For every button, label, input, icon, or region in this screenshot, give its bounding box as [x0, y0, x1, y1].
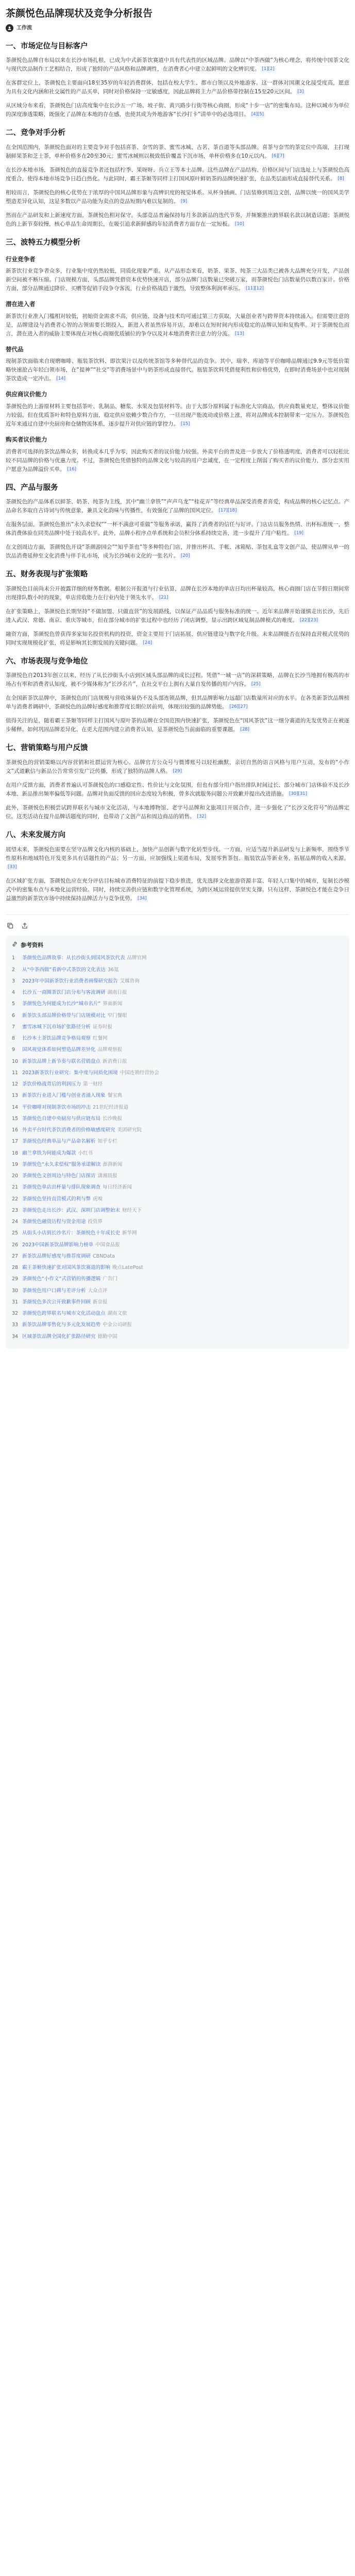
reference-source: 窄门餐眼: [107, 1012, 127, 1019]
reference-number: 14: [12, 1104, 19, 1110]
reference-number: 4: [12, 990, 15, 996]
reference-number: 31: [12, 1299, 19, 1305]
reference-item[interactable]: [12, 976, 343, 987]
reference-link[interactable]: 从街头小店到长沙名片：茶颜悦色十年成长史: [22, 1230, 121, 1236]
reference-source: 证券时报: [93, 1024, 113, 1030]
reference-source: 德勤中国: [97, 1333, 117, 1340]
reference-number: 26: [12, 1242, 19, 1248]
reference-link[interactable]: 茶颜悦色文创周边与特色门店探访: [22, 1173, 96, 1179]
reference-number: 11: [12, 1070, 19, 1076]
body-paragraph: [6, 402, 349, 429]
reference-link[interactable]: 茶颜悦色经典单品与产品命名解析: [22, 1139, 96, 1145]
reference-source: 小红书: [78, 1150, 93, 1156]
reference-source: 界面新闻: [103, 1001, 123, 1007]
paragraph-text: 展望未来，茶颜悦色需要在坚守品牌文化内核的基础上，加快产品创新与数字化转型步伐。一方面，应适当提升新品研发与上新频率，围绕季节性原料和地域特色开发更多具有话题性的产品；另一方面，应加强线上渠道布局，发展零售茶包、瓶装饮品等新业务，拓展品牌的收入来源。: [6, 846, 349, 861]
reference-source: 美团研究院: [117, 1127, 142, 1133]
reference-link[interactable]: 茶颜悦色走出长沙：武汉、深圳门店调整始末: [22, 1207, 121, 1213]
body-paragraph: [6, 585, 349, 602]
reference-item[interactable]: [12, 1182, 343, 1193]
paragraph-text: 然而在产品研发和上新速度方面，茶颜悦色相对保守。头部竞品普遍保持每月多款新品的迭代节奏，并频繁推出跨界联名款以制造话题；茶颜悦色的上新节奏较慢，核心单品生命周期长，在吸引追求新鲜感的年轻消费者方面存在一定短板。: [6, 212, 349, 227]
author-row: [6, 24, 349, 32]
reference-link[interactable]: 2023新茶饮行业研究：集中度与同质化困境: [22, 1070, 118, 1076]
reference-link[interactable]: 长沙五一商圈茶饮门店分布与客流调研: [22, 990, 106, 996]
citation-link[interactable]: [17][18]: [217, 508, 239, 514]
citation-link[interactable]: [30][31]: [288, 791, 309, 797]
section-heading: 八、未来发展方向: [6, 831, 65, 839]
reference-link[interactable]: 2023中国新茶饮品牌影响力榜单: [22, 1242, 94, 1248]
reference-source: 湖南文旅: [107, 1311, 127, 1317]
body-paragraph: [6, 267, 349, 293]
body-paragraph: [6, 804, 349, 821]
citation-link[interactable]: [24]: [142, 640, 154, 646]
body-paragraph: [6, 607, 349, 625]
citation-link[interactable]: [3]: [296, 89, 305, 95]
reference-link[interactable]: 茶颜悦色多次公开致歉事件回顾: [22, 1299, 91, 1305]
reference-link[interactable]: 幽兰拿铁为何能成为爆款: [22, 1150, 76, 1156]
body-paragraph: [6, 189, 349, 206]
paragraph-text: 在全国范围内，茶颜悦色面对的主要竞争对手包括喜茶、奈雪的茶、蜜雪冰城、古茗、茶百道等头部品牌。喜茶与奈雪的茶定位中高端，主打现制鲜果茶和芝士茶，单杯价格多在20至30元；蜜雪冰城则以极致低价覆盖下沉市场，单杯价格多在10元以内。: [6, 144, 349, 159]
paragraph-text: 在全国新茶饮品牌中，茶颜悦色的门店规模与营收体量仍不及头部连锁品牌，但其品牌影响力远超门店数量所对应的水平。在各类新茶饮品牌榜单与消费者调研中，茶颜悦色的品牌好感度和推荐度长期位居前列，体现出较强的品牌势能。: [6, 695, 349, 710]
reference-item[interactable]: [12, 1240, 343, 1251]
reference-number: 22: [12, 1196, 19, 1202]
section-heading: 三、波特五力模型分析: [6, 239, 80, 247]
reference-source: 投资界: [88, 1219, 103, 1225]
body-paragraph: [6, 630, 349, 648]
reference-number: 33: [12, 1322, 19, 1328]
citation-link[interactable]: [11][12]: [244, 286, 265, 292]
section-heading: 六、市场表现与竞争地位: [6, 657, 88, 666]
subsection-heading: 行业竞争者: [6, 255, 36, 263]
body-paragraph: [6, 166, 349, 183]
reference-source: 知乎专栏: [97, 1139, 117, 1145]
reference-item[interactable]: [12, 1194, 343, 1205]
reference-number: 30: [12, 1287, 19, 1294]
citation-link[interactable]: [9]: [179, 199, 189, 205]
reference-item[interactable]: [12, 1125, 343, 1136]
reference-link[interactable]: 平价咖啡对现制茶饮市场的冲击: [22, 1104, 91, 1110]
reference-item[interactable]: [12, 987, 343, 998]
body-paragraph: [6, 520, 349, 538]
citation-link[interactable]: [6][7]: [271, 154, 286, 159]
reference-link[interactable]: 茶颜悦色融资历程与资金用途: [22, 1219, 86, 1225]
reference-number: 27: [12, 1253, 19, 1259]
paragraph-text: 茶颜悦色的产品体系以鲜茶、奶茶、纯茶为主线，其中“幽兰拿铁”“声声乌龙”“桂花弄”等经典单品深受消费者喜爱，构成品牌的核心记忆点。产品命名多取自古诗词与传统意象，兼具文化韵味与传播性，有效强化了品牌的国风定位。: [6, 499, 349, 514]
reference-source: 长沙晚报: [103, 1115, 123, 1122]
reference-number: 25: [12, 1230, 19, 1236]
reference-link[interactable]: 茶颜悦色用户口碑与差评分析: [22, 1287, 86, 1294]
reference-number: 8: [12, 1036, 15, 1042]
references-title: 参考资料: [21, 941, 43, 948]
body-paragraph: [6, 671, 349, 689]
citation-link[interactable]: [10]: [233, 222, 245, 227]
reference-link[interactable]: 长沙本土茶饮品牌竞争格局观察: [22, 1036, 91, 1042]
reference-number: 9: [12, 1047, 15, 1053]
reference-source: 中国连锁经营协会: [120, 1070, 159, 1076]
reference-item[interactable]: [12, 1331, 343, 1343]
body-paragraph: [6, 101, 349, 119]
paragraph-text: 在长沙本地市场，茶颜悦色的直接竞争者还包括柠季、果呀呀、兵立王等本土品牌。这些品牌在产品结构、价格区间与门店选址上与茶颜悦色高度重合，使得本地市场竞争日趋白热化。与此同时，霸王茶姬等同样主打国风原叶鲜奶茶的品牌快速扩张，在品类层面形成直接替代关系。: [6, 167, 349, 182]
paragraph-text: 在客群定位上，茶颜悦色主要面向18至35岁的年轻消费群体，包括在校大学生、都市白领以及外地游客。这一群体对国潮文化接受度高，愿意为具有文化内涵和社交属性的产品买单，同时对价格保持一定敏感度，因此品牌将主力产品价格带控制在15至20元区间。: [6, 80, 349, 95]
reference-item[interactable]: [12, 1262, 343, 1274]
citation-link[interactable]: [21]: [158, 595, 170, 601]
reference-number: 34: [12, 1333, 19, 1340]
reference-link[interactable]: 蜜雪冰城下沉市场扩张路径分析: [22, 1024, 91, 1030]
reference-item[interactable]: [12, 1297, 343, 1308]
citation-link[interactable]: [19]: [293, 531, 305, 536]
reference-link[interactable]: 外卖平台时代茶饮消费者的价格敏感度研究: [22, 1127, 115, 1133]
reference-number: 10: [12, 1058, 19, 1064]
body-paragraph: [6, 79, 349, 96]
subsection-heading: 替代品: [6, 345, 24, 353]
paragraph-text: 融资方面，茶颜悦色曾获得多家知名投资机构的投资，资金主要用于门店拓展、供应链建设与数字化升级。未来品牌能否在保持直营模式优势的同时实现规模化扩张，将是影响其长期发展的关键问题。: [6, 631, 349, 646]
paragraph-text: 在服务层面，茶颜悦色推出“永久求偿权”“一杯不满意可重做”等服务承诺，赢得了消费者的信任与好评。门店店员服务热情、出杯标准统一，整体消费体验在同类品牌中处于较高水平。此外，品牌小程序点单系统和会员积分体系持续完善，进一步提升了用户粘性。: [6, 521, 349, 537]
action-bar: [6, 920, 349, 936]
reference-item[interactable]: [12, 1308, 343, 1319]
paragraph-text: 茶颜悦色品牌自布局以来在长沙市场扎根，已成为中式新茶饮赛道中具有代表性的区域品牌。品牌以“中茶西做”为核心理念，将传统中国茶文化与现代饮品制作工艺相结合，形成了独特的产品风格和品牌调性，在消费者心中建立起鲜明的文化辨识度。: [6, 57, 349, 73]
article-body: [6, 42, 349, 903]
reference-link[interactable]: 茶颜悦色单店出杯量与排队现象调查: [22, 1184, 101, 1191]
reference-link[interactable]: 霸王茶姬快速扩张对国风茶饮赛道的影响: [22, 1265, 111, 1271]
reference-item[interactable]: [12, 1251, 343, 1262]
reference-number: 17: [12, 1139, 19, 1145]
reference-number: 23: [12, 1207, 19, 1213]
citation-link[interactable]: [16]: [66, 467, 78, 472]
reference-link[interactable]: 茶颜悦色“永久求偿权”服务承诺解读: [22, 1161, 101, 1167]
reference-item[interactable]: [12, 1228, 343, 1239]
citation-link[interactable]: [8]: [336, 176, 346, 182]
reference-number: 20: [12, 1173, 19, 1179]
reference-number: 19: [12, 1161, 19, 1167]
subsection-heading: 供应商议价能力: [6, 391, 47, 398]
reference-link[interactable]: 新茶饮品牌好感度与推荐度调研: [22, 1253, 91, 1259]
paragraph-text: 在扩张策略上，茶颜悦色长期坚持“不做加盟、只做直营”的发展路线，以保证产品品质与服务标准的统一。近年来品牌开始谨慎走出长沙，先后进入武汉、常德、南京、重庆等城市，但在部分城市的扩张过程中也经历了闭店调整，显示出跨区域复制品牌模式的难度。: [6, 608, 349, 623]
reference-link[interactable]: 茶颜悦色自建中央厨房与供应链布局: [22, 1115, 101, 1122]
reference-number: 7: [12, 1024, 15, 1030]
body-paragraph: [6, 143, 349, 161]
references-header: [12, 941, 343, 950]
reference-link[interactable]: 区域茶饮品牌全国化扩张路径研究: [22, 1333, 96, 1340]
citation-link[interactable]: [13]: [233, 331, 245, 337]
reference-link[interactable]: 茶颜悦色“小作文”式营销的传播逻辑: [22, 1276, 101, 1282]
reference-number: 15: [12, 1115, 19, 1122]
reference-item[interactable]: [12, 953, 343, 964]
reference-source: 艾媒咨询: [120, 978, 140, 984]
body-paragraph: [6, 845, 349, 872]
article-title: 茶颜悦色品牌现状及竞争分析报告: [6, 8, 153, 19]
section-heading: 二、竞争对手分析: [6, 129, 65, 138]
reference-item[interactable]: [12, 1205, 343, 1216]
citation-link[interactable]: [14]: [55, 376, 67, 382]
citation-link[interactable]: [20]: [179, 553, 191, 559]
paragraph-text: 值得关注的是，随着霸王茶姬等同样主打国风与原叶茶的品牌在全国范围内快速扩张，茶颜悦色在“国风茶饮”这一细分赛道的先发优势正在被逐步稀释。如何巩固品牌差异化、在更大范围内建立消费者认知，是茶颜悦色当前面临的重要课题。: [6, 718, 349, 733]
reference-number: 12: [12, 1081, 19, 1088]
reference-item[interactable]: [12, 1079, 343, 1090]
reference-source: 澎湃新闻: [103, 1161, 123, 1167]
reference-item[interactable]: [12, 1216, 343, 1228]
paragraph-text: 从区域分布来看，茶颜悦色门店高度集中在长沙五一广场、坡子街、黄兴路步行街等核心商圈，形成“十步一店”的密集布局。这种以城市为单位的深度渗透策略，既强化了品牌在本地的存在感，也使其成为外地游客“长沙打卡”清单中的必选项目。: [6, 103, 349, 118]
reference-source: 中金公司研报: [103, 1322, 132, 1328]
reference-number: 32: [12, 1311, 19, 1317]
reference-number: 5: [12, 1001, 15, 1007]
body-paragraph: [6, 781, 349, 799]
reference-number: 24: [12, 1219, 19, 1225]
citation-link[interactable]: [29]: [171, 769, 183, 774]
body-paragraph: [6, 498, 349, 515]
reference-item[interactable]: [12, 1010, 343, 1022]
citation-link[interactable]: [22][23]: [298, 618, 319, 623]
reference-source: 36氪: [107, 967, 119, 973]
share-icon[interactable]: [21, 922, 28, 929]
reference-number: 2: [12, 967, 15, 973]
paragraph-text: 消费者可选择的茶饮品牌众多，转换成本几乎为零，因此购买者的议价能力较强。外卖平台的普及进一步放大了价格透明度，消费者可以轻松比较不同品牌的价格与优惠力度。不过，茶颜悦色凭借独特的品牌文化与较高的用户忠诚度，在一定程度上削弱了购买者的议价能力，部分忠实用户愿意为品牌溢价买单。: [6, 448, 349, 472]
author-avatar-icon: [6, 24, 13, 32]
reference-item[interactable]: [12, 1285, 343, 1297]
body-paragraph: [6, 448, 349, 474]
reference-source: 湖南日报: [107, 990, 127, 996]
reference-item[interactable]: [12, 998, 343, 1010]
reference-link[interactable]: 茶颜悦色为何能成为长沙“城市名片”: [22, 1001, 101, 1007]
content-divider: [6, 914, 349, 915]
reference-link[interactable]: 2023年中国新茶饮行业消费者画像研究报告: [22, 978, 118, 984]
reference-item[interactable]: [12, 1102, 343, 1113]
reference-number: 28: [12, 1265, 19, 1271]
reference-link[interactable]: 新茶饮头部品牌价格带与门店规模对比: [22, 1012, 106, 1019]
author-name[interactable]: 工作流: [16, 25, 32, 31]
reference-number: 3: [12, 978, 15, 984]
reference-item[interactable]: [12, 1274, 343, 1285]
reference-number: 21: [12, 1184, 19, 1191]
citation-link[interactable]: [34]: [136, 896, 148, 902]
reference-item[interactable]: [12, 1171, 343, 1182]
body-paragraph: [6, 717, 349, 734]
link-icon: [12, 941, 18, 950]
reference-source: 中国食品报: [95, 1242, 120, 1248]
reference-item[interactable]: [12, 1022, 343, 1033]
reference-number: 1: [12, 955, 15, 961]
copy-icon[interactable]: [7, 922, 14, 929]
paragraph-text: 新茶饮行业准入门槛相对较低，初始资金需求不高，供应链、设备与技术均可通过第三方获取，大量创业者与跨界资本持续涌入。但需要注意的是，品牌建设与消费者心智的占领需要长期投入，新进入者虽然容易开店，却难以在短时间内形成稳定的品牌认知和复购率。对于茶颜悦色而言，潜在进入者的威胁主要体现在对核心商圈优质铺位的争夺以及对本地消费者注意力的分流。: [6, 313, 349, 337]
body-paragraph: [6, 357, 349, 383]
reference-item[interactable]: [12, 1159, 343, 1171]
body-paragraph: [6, 694, 349, 711]
reference-source: 潇湘晨报: [97, 1173, 117, 1179]
reference-item[interactable]: [12, 1148, 343, 1159]
reference-link[interactable]: 新茶饮品牌零售化与多元化发展趋势: [22, 1322, 101, 1328]
reference-link[interactable]: 茶饮价格战背后的利润压力: [22, 1081, 81, 1088]
subsection-heading: 购买者议价能力: [6, 436, 47, 444]
reference-item[interactable]: [12, 1033, 343, 1044]
reference-source: 新华网: [122, 1230, 137, 1236]
reference-source: 财经天下: [122, 1207, 142, 1213]
references-panel: [6, 936, 349, 1349]
reference-link[interactable]: 从“中茶西做”看新中式茶饮的文化表达: [22, 967, 106, 973]
citation-link[interactable]: [25]: [250, 682, 262, 687]
citation-link[interactable]: [15]: [179, 421, 191, 427]
paragraph-text: 相较而言，茶颜悦色的核心优势在于浓厚的中国风品牌形象与高辨识度的视觉体系。从杯身插画、门店装修到周边文创，品牌以统一的国风美学塑造差异化认知，这是多数以产品功能为卖点的竞品短期内难以复制的。: [6, 190, 349, 205]
reference-number: 18: [12, 1150, 19, 1156]
reference-source: 虎嗅: [93, 1196, 103, 1202]
citation-link[interactable]: [4][5]: [250, 112, 265, 117]
body-paragraph: [6, 56, 349, 74]
reference-number: 29: [12, 1276, 19, 1282]
reference-source: 第一财经: [83, 1081, 103, 1088]
reference-source: 红餐网: [93, 1036, 108, 1042]
reference-item[interactable]: [12, 1044, 343, 1056]
body-paragraph: [6, 312, 349, 338]
reference-source: 品牌观察报: [97, 1047, 123, 1053]
reference-number: 13: [12, 1093, 19, 1099]
reference-link[interactable]: 茶颜悦色坚持直营模式的利与弊: [22, 1196, 91, 1202]
citation-link[interactable]: [26][27]: [228, 704, 249, 710]
paragraph-text: 新茶饮行业竞争者众多，行业集中度仍然较低，同质化现象严重。从产品形态来看，奶茶、果茶、纯茶三大品类已被各大品牌充分开发，产品创新空间被不断压缩。门店规模方面，头部品牌凭借资本优势快速开店，部分品牌门店数量已突破万家，而茶颜悦色门店数量仍以数百家计。价格方面，部分品牌通过降价、买赠等促销手段争夺客流，行业价格战趋于激烈，导致整体利润率承压。: [6, 268, 349, 292]
section-heading: 七、营销策略与用户反馈: [6, 744, 88, 753]
body-paragraph: [6, 758, 349, 776]
reference-link[interactable]: 新茶饮行业进入门槛与创业者涌入现象: [22, 1093, 106, 1099]
reference-item[interactable]: [12, 964, 343, 976]
body-paragraph: [6, 543, 349, 561]
paragraph-text: 现制茶饮面临来自现磨咖啡、瓶装茶饮料、即饮果汁以及传统茶馆等多种替代品的竞争。其中，瑞幸、库迪等平价咖啡品牌通过9.9元等低价策略快速抢占年轻白领市场，在“提神”“社交”等消费场景中与奶茶形成直接替代。瓶装茶饮料凭借便利性和价格优势，在即时消费场景中也对现制茶饮造成一定冲击。: [6, 358, 349, 382]
reference-link[interactable]: 国风视觉体系如何塑造品牌差异化: [22, 1047, 96, 1053]
reference-number: 16: [12, 1127, 19, 1133]
reference-source: 晚点LatePost: [112, 1265, 143, 1271]
reference-item[interactable]: [12, 1113, 343, 1125]
citation-link[interactable]: [33]: [6, 865, 18, 870]
reference-source: 每日经济新闻: [103, 1184, 132, 1191]
reference-source: 广告门: [103, 1276, 117, 1282]
reference-item[interactable]: [12, 1319, 343, 1331]
reference-link[interactable]: 茶颜悦色品牌故事：从长沙街头到国风茶饮代表: [22, 955, 125, 961]
section-heading: 四、产品与服务: [6, 483, 58, 492]
reference-source: CBNData: [93, 1253, 115, 1259]
reference-source: 品牌官网: [127, 955, 147, 961]
reference-link[interactable]: 新茶饮品牌上新节奏与联名营销盘点: [22, 1058, 101, 1064]
section-heading: 一、市场定位与目标客户: [6, 42, 88, 50]
paragraph-text: 在区域扩张方面，茶颜悦色应在充分评估目标城市消费特征的前提下稳步推进，优先选择文化旅游资源丰富、年轻人口集中的城市，复制长沙模式中的密集布点与本地化运营经验。同时，持续完善供应链和数字化管理系统，为跨区域运营提供坚实支撑。只有这样，茶颜悦色才能在竞争日益激烈的新茶饮市场中持续保持品牌活力与竞争优势。: [6, 877, 349, 902]
references-list: [12, 953, 343, 1343]
reference-number: 6: [12, 1012, 15, 1019]
section-heading: 五、财务表现与扩张策略: [6, 570, 88, 579]
reference-source: 21世纪经济报道: [93, 1104, 129, 1110]
reference-source: 新京报: [93, 1299, 108, 1305]
subsection-heading: 潜在进入者: [6, 300, 36, 308]
paragraph-text: 茶颜悦色的营销策略以内容营销和社群运营为核心。品牌官方公众号与微博账号以轻松幽默、亲切自然的语言风格与用户互动，发布的“小作文”式道歉信与新品公告常常引发广泛传播，形成了独特的品牌人格。: [6, 759, 349, 774]
paragraph-text: 茶颜悦色的上游原材料主要包括茶叶、乳制品、糖浆、水果及包装材料等。由于大部分原料属于标准化大宗商品，供应商数量充足，整体议价能力较弱。但在优质茶叶和特色原料方面，稳定供应依赖少数合作方，一旦出现产能波动或价格上涨，将对品牌成本控制带来一定压力。茶颜悦色近年来通过自建中央厨房和仓储物流体系，逐步提升对供应链的掌控力。: [6, 403, 349, 428]
citation-link[interactable]: [1][2]: [261, 66, 276, 72]
reference-item[interactable]: [12, 1090, 343, 1101]
reference-item[interactable]: [12, 1067, 343, 1079]
reference-source: 大众点评: [88, 1287, 108, 1294]
body-paragraph: [6, 877, 349, 903]
reference-item[interactable]: [12, 1136, 343, 1147]
body-paragraph: [6, 211, 349, 229]
paragraph-text: 茶颜悦色目前尚未公开披露详细的财务数据。根据公开报道与行业估算，品牌在长沙本地的单店日均出杯量较高，核心商圈门店在节假日期间常出现排队数小时的现象，单店营收能力在行业内处于领先水平。: [6, 585, 349, 601]
reference-item[interactable]: [12, 1056, 343, 1067]
reference-source: 餐宝典: [107, 1093, 123, 1099]
citation-link[interactable]: [28]: [239, 727, 251, 733]
paragraph-text: 此外，茶颜悦色积极尝试跨界联名与城市文化活动，与本地博物馆、老字号品牌和文旅项目开展合作，进一步强化了“长沙文化符号”的品牌定位。这类活动在提升品牌话题度的同时，也带动了文创产品和周边商品的销售。: [6, 804, 349, 820]
reference-link[interactable]: 茶颜悦色跨界联名与城市文化活动盘点: [22, 1311, 106, 1317]
paragraph-text: 茶颜悦色自2013年创立以来，经历了从长沙街头小店到区域头部品牌的成长过程。凭借“一城一店”的深耕策略，品牌在长沙当地拥有极高的市场占有率和消费者认知度，被不少媒体称为“长沙名片”，在社交平台上拥有大量自发传播的用户内容。: [6, 672, 349, 688]
reference-source: 新消费日报: [103, 1058, 127, 1064]
citation-link[interactable]: [32]: [196, 814, 208, 820]
paragraph-text: 在文创周边方面，茶颜悦色开设“茶颜游园会”“知乎茶也”等多种特色门店，并推出杯具、手帐、冰箱贴、茶包礼盒等文创产品，使品牌从单一的饮品消费延伸至文化消费与伴手礼市场，成为长沙城市文化的一张名片。: [6, 544, 349, 560]
paragraph-text: 在用户反馈方面，消费者普遍认可茶颜悦色的口感稳定性、性价比与文化氛围，但也有部分用户指出排队时间过长、部分城市门店体验不及长沙本地、新品推出频率偏低等问题。品牌对负面反馈的回应态度较为积极，曾多次就服务问题公开致歉并提出改进措施。: [6, 782, 349, 797]
